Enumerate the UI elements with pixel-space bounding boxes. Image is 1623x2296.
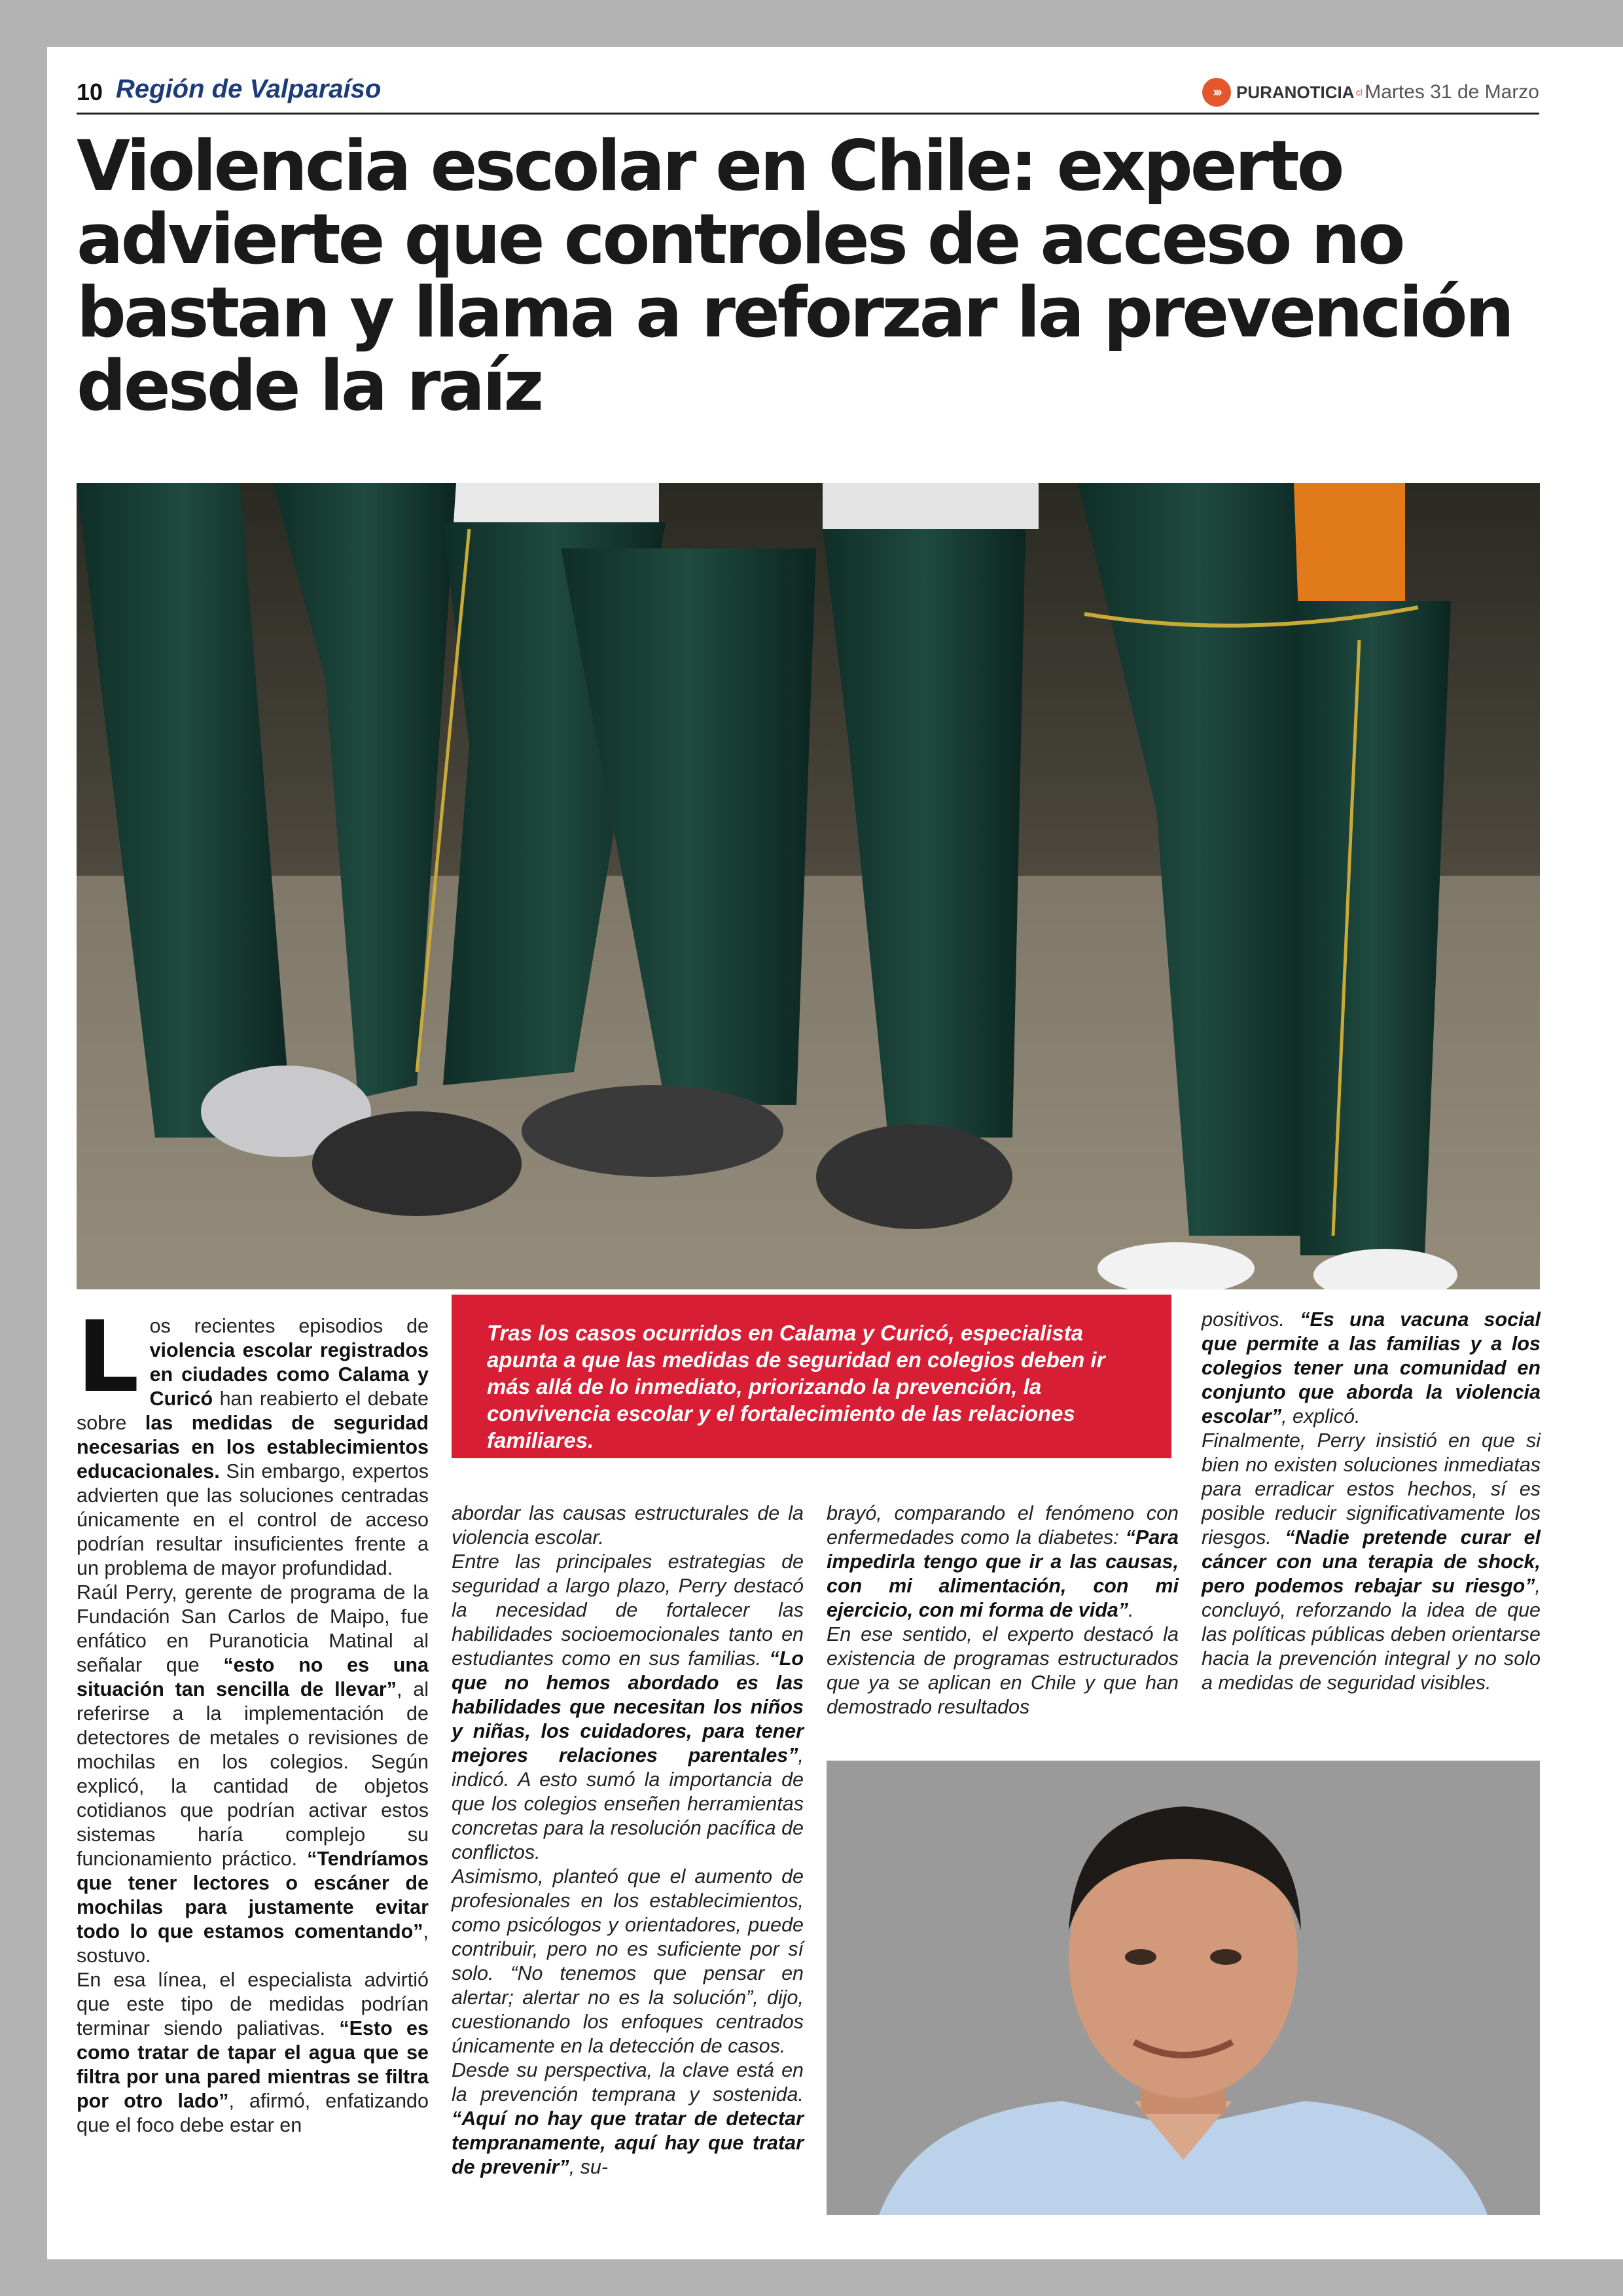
page-number: 10 <box>77 79 103 105</box>
paragraph: Raúl Perry, gerente de programa de la Fundación San Carlos de Maipo, fue enfático en Puranoticia Matinal al señalar que “esto no es una situación tan sencilla de llevar”, al referirse a la implementación de detectores de metales o revisiones de mochilas en los colegios. Según explicó, la cantidad de objetos cotidianos que podrían activar estos sistemas haría complejo su funcionamiento práctico. “Tendríamos que tener lectores o escáner de mochilas para justamente evitar todo lo que estamos comentando”, sostuvo. <box>77 1581 429 1967</box>
paragraph: abordar las causas estructurales de la violencia escolar. <box>452 1502 804 1549</box>
article-column-2 <box>452 1501 804 2179</box>
perry-portrait-photo <box>827 1761 1540 2215</box>
article-column-1 <box>77 1300 429 2138</box>
paragraph: Entre las principales estrategias de seguridad a largo plazo, Perry destacó la necesidad de fortalecer las habilidades socioemocionales tanto en estudiantes como en sus familias. “Lo que no hemos abordado es las habilidades que necesitan los niños y niñas, los cuidadores, para tener mejores relaciones parentales”, indicó. A esto sumó la importancia de que los colegios enseñen herramientas concretas para la resolución pacífica de conflictos. <box>452 1551 804 1863</box>
issue-date: Martes 31 de Marzo <box>1364 81 1539 103</box>
page-header <box>77 75 1539 115</box>
paragraph: En ese sentido, el experto destacó la existencia de programas estructurados que ya se aplican en Chile y que han demostrado resultados <box>827 1623 1179 1718</box>
pull-quote-box: Tras los casos ocurridos en Calama y Curicó, especialista apunta a que las medidas de seguridad en colegios deben ir más allá de lo inmediato, priorizando la prevención, la convivencia escolar y el fortalecimiento de las relaciones familiares. <box>452 1295 1171 1458</box>
newspaper-page <box>47 47 1623 2259</box>
students-uniforms-photo <box>77 483 1540 1289</box>
article-column-3 <box>827 1501 1179 1719</box>
paragraph: brayó, comparando el fenómeno con enfermedades como la diabetes: “Para impedirla tengo que ir a las causas, con mi alimentación, con mi ejercicio, con mi forma de vida”. <box>827 1502 1179 1621</box>
headline: Violencia escolar en Chile: experto advierte que controles de acceso no bastan y llama a reforzar la prevención desde la raíz <box>77 126 1512 426</box>
paragraph: positivos. “Es una vacuna social que permite a las familias y a los colegios tener una comunidad en conjunto que aborda la violencia escolar”, explicó. <box>1202 1308 1541 1427</box>
paragraph: Asimismo, planteó que el aumento de profesionales en los establecimientos, como psicólogos y orientadores, puede contribuir, pero no es suficiente por sí solo. “No tenemos que pensar en alertar; alertar no es la solución”, dijo, cuestionando los enfoques centrados únicamente en la detección de casos. <box>452 1865 804 2057</box>
article-column-4 <box>1202 1308 1541 1695</box>
logo-arrows-icon: ››› <box>1202 78 1231 107</box>
paragraph: Finalmente, Perry insistió en que si bien no existen soluciones inmediatas para erradicar estos hechos, sí es posible reducir significativamente los riesgos. “Nadie pretende curar el cáncer con una terapia de shock, pero podemos rebajar su riesgo”, concluyó, reforzando la idea de que las políticas públicas deben orientarse hacia la prevención integral y no solo a medidas de seguridad visibles. <box>1202 1429 1541 1694</box>
paragraph: En esa línea, el especialista advirtió que este tipo de medidas podrían terminar siendo paliativas. “Esto es como tratar de tapar el agua que se filtra por una pared mientras se filtra por otro lado”, afirmó, enfatizando que el foco debe estar en <box>77 1969 429 2136</box>
logo-suffix: cl <box>1355 87 1363 98</box>
section-title: Región de Valparaíso <box>116 75 382 103</box>
puranoticia-logo <box>1202 79 1363 106</box>
paragraph: os recientes episodios de violencia escolar registrados en ciudades como Calama y Curicó han reabierto el debate sobre las medidas de seguridad necesarias en los establecimientos educacionales. Sin embargo, expertos advierten que las soluciones centradas únicamente en el control de acceso podrían resultar insuficientes frente a un problema de mayor profundidad. <box>77 1315 429 1579</box>
drop-cap: L <box>77 1300 139 1414</box>
logo-text: PURANOTICIA <box>1236 82 1355 102</box>
paragraph: Desde su perspectiva, la clave está en la prevención temprana y sostenida. “Aquí no hay que tratar de detectar tempranamente, aquí hay que tratar de prevenir”, su- <box>452 2059 804 2178</box>
